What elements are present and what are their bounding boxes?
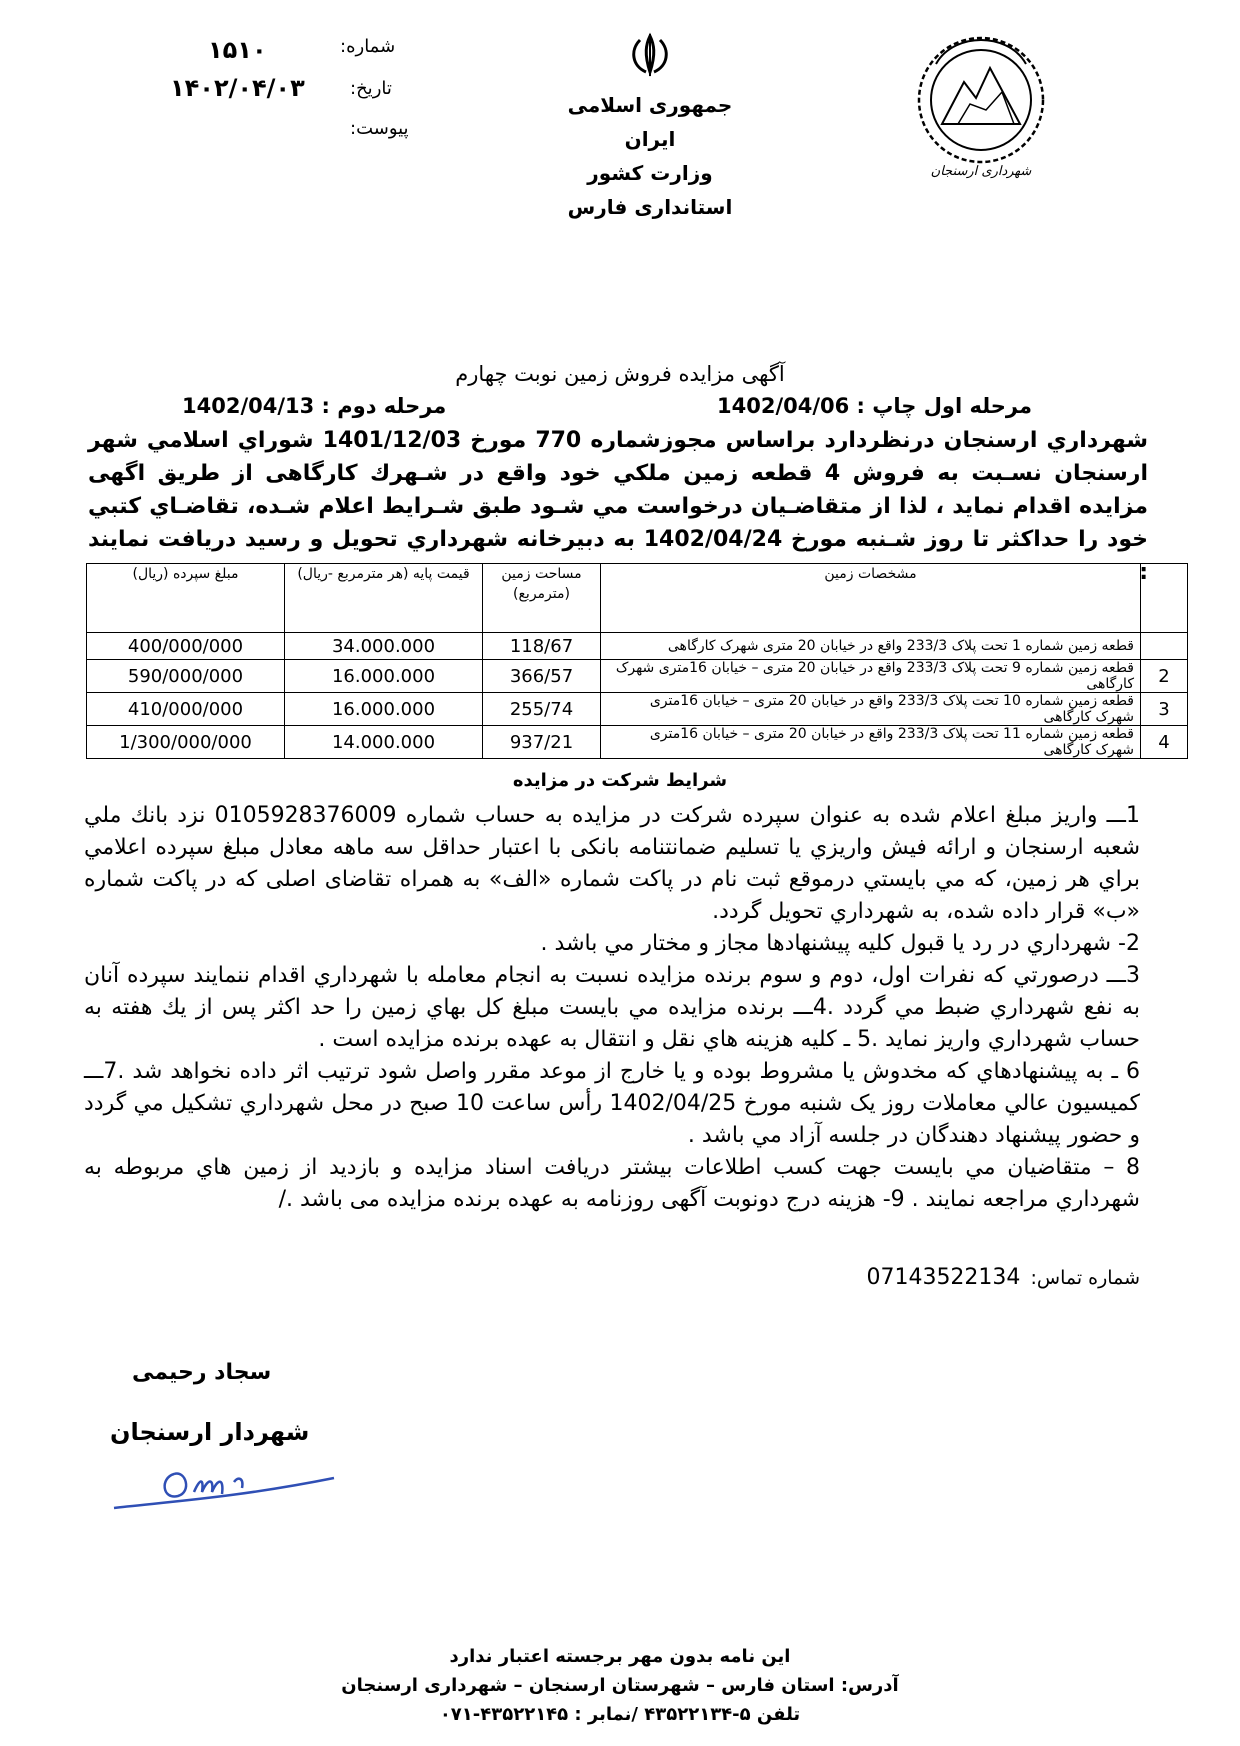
table-row	[87, 693, 1188, 726]
condition-8: 8 – متقاضيان مي بايست جهت كسب اطلاعات بيشتر دريافت اسناد مزايده و بازديد از زمين هاي مربوطه به شهرداري مراجعه نمايند . 9- هزینه درج دونوبت آگهی روزنامه به عهده برنده مزایده می باشد ./	[84, 1155, 1140, 1212]
row-index: 3	[1141, 693, 1188, 726]
handwritten-signature	[104, 1448, 344, 1528]
index-header	[1141, 564, 1188, 633]
signer-name: سجاد رحيمى	[132, 1360, 272, 1385]
deposit-header: مبلغ سپرده (ریال)	[87, 564, 285, 633]
number-label: شماره:	[340, 36, 396, 57]
row-price: 16.000.000	[285, 660, 483, 693]
row-area: 366/57	[483, 660, 601, 693]
number-value: ۱۵۱۰	[208, 36, 267, 64]
attachment-label: پیوست:	[350, 118, 409, 139]
date-value: ۱۴۰۲/۰۴/۰۳	[170, 74, 305, 102]
phone-number: 07143522134	[866, 1265, 1021, 1290]
row-spec: قطعه زمین شماره 11 تحت پلاک 233/3 واقع در خیابان 20 متری – خیابان 16متری شهرک کارگاهی	[601, 726, 1141, 759]
row-deposit: 400/000/000	[87, 633, 285, 660]
condition-1: 1ـــ واريز مبلغ اعلام شده به عنوان سپرده شركت در مزايده به حساب شماره 0105928376009 نزد بانك ملي شعبه ارسنجان و ارائه فيش واريزي يا تسليم ضمانتنامه بانكی با اعتبار حداقل سه ماهه معادل مبلغ سپرده اعلامي براي هر زمين، كه مي بايستي درموقع ثبت نام در پاكت شماره «الف» به همراه تقاضای اصلی كه در پاكت شماره «ب» قرار داده شده، به شهرداري تحويل گردد.	[84, 803, 1140, 924]
gov-header	[560, 88, 740, 224]
table-row	[87, 660, 1188, 693]
table-header-row	[87, 564, 1188, 633]
stage-two-date: مرحله دوم : 1402/04/13	[182, 394, 447, 418]
row-deposit: 410/000/000	[87, 693, 285, 726]
row-index	[1141, 633, 1188, 660]
condition-6: 6 ـ به پيشنهادهاي كه مخدوش يا مشروط بوده و يا خارج از موعد مقرر واصل شود ترتيب اثر داده نخواهد شد .7ـــ كميسيون عالي معاملات روز یک شنبه مورخ 1402/04/25 رأس ساعت 10 صبح در محل شهرداري تشكيل مي گردد و حضور پيشنهاد دهندگان در جلسه آزاد مي باشد .	[84, 1059, 1141, 1148]
date-label: تاریخ:	[350, 78, 392, 99]
row-price: 34.000.000	[285, 633, 483, 660]
table-row	[87, 633, 1188, 660]
row-index: 2	[1141, 660, 1188, 693]
gov-line-country: جمهوری اسلامی ایران	[567, 93, 733, 151]
footer-phones: تلفن ۵-۴۳۵۲۲۱۳۴ /نمابر : ۴۳۵۲۲۱۴۵-۰۷۱	[439, 1704, 801, 1725]
municipality-logo	[906, 28, 1056, 186]
row-deposit: 1/300/000/000	[87, 726, 285, 759]
condition-2: 2- شهرداري در رد يا قبول كليه پيشنهادها مجاز و مختار مي باشد .	[540, 931, 1140, 956]
page-title: آگهی مزایده فروش زمین نوبت چهارم	[455, 362, 785, 386]
condition-3: 3ـــ درصورتي كه نفرات اول، دوم و سوم برنده مزايده نسبت به انجام معامله با شهرداري اقدام ننمايند سپرده آنان به نفع شهرداري ضبط مي گردد .4ـــ برنده مزايده مي بايست مبلغ كل بهاي زمين را حد اكثر پس از يك هفته به حساب شهرداري واريز نمايد .5 ـ كليه هزينه هاي نقل و انتقال به عهده برنده مزايده است .	[84, 963, 1140, 1052]
contact-line	[866, 1266, 1140, 1290]
row-spec: قطعه زمین شماره 9 تحت پلاک 233/3 واقع در خیابان 20 متری – خیابان 16متری شهرک کارگاهی	[601, 660, 1141, 693]
land-table	[86, 563, 1188, 759]
price-header: قیمت پایه (هر مترمربع -ریال)	[285, 564, 483, 633]
gov-line-ministry: وزارت کشور	[587, 161, 713, 185]
signer-title: شهردار ارسنجان	[110, 1418, 310, 1446]
footer-address: آدرس: استان فارس – شهرستان ارسنجان – شهرداری ارسنجان	[341, 1675, 899, 1696]
row-price: 16.000.000	[285, 693, 483, 726]
row-index: 4	[1141, 726, 1188, 759]
row-price: 14.000.000	[285, 726, 483, 759]
footer	[300, 1642, 940, 1729]
iran-emblem-icon	[626, 32, 674, 78]
row-spec: قطعه زمین شماره 10 تحت پلاک 233/3 واقع در خیابان 20 متری – خیابان 16متری شهرک کارگاهی	[601, 693, 1141, 726]
row-area: 255/74	[483, 693, 601, 726]
logo-caption: شهرداری ارسنجان	[930, 164, 1032, 179]
gov-line-province: استانداری فارس	[567, 195, 733, 219]
area-header: مساحت زمین (مترمربع)	[483, 564, 601, 633]
stage-one-date: مرحله اول چاپ : 1402/04/06	[717, 394, 1032, 418]
spec-header: مشخصات زمین	[601, 564, 1141, 633]
row-deposit: 590/000/000	[87, 660, 285, 693]
phone-label: شماره تماس:	[1030, 1267, 1140, 1289]
row-spec: قطعه زمین شماره 1 تحت پلاک 233/3 واقع در خیابان 20 متری شهرک کارگاهی	[601, 633, 1141, 660]
footer-notice: اين نامه بدون مهر برجسته اعتبار ندارد	[449, 1646, 791, 1667]
conditions-body	[84, 800, 1140, 1216]
lead-paragraph: شهرداري ارسنجان درنظردارد براساس مجوزشماره 770 مورخ 1401/12/03 شوراي اسلامي شهر ارسنجان نسـبت به فروش 4 قطعه زمين ملكي خود واقع در شـهرك كارگاهی از طریق اگهی مزايده اقدام نمايد ، لذا از متقاضـيان درخواست مي شـود طبق شـرايط اعلام شـده، تقاضـاي كتبي خود را حداكثر تا روز شـنبه مورخ 1402/04/24 به دبيرخانه شهرداري تحويل و رسيد دريافت نمايند :	[88, 428, 1148, 585]
row-area: 118/67	[483, 633, 601, 660]
conditions-title: شرایط شرکت در مزایده	[512, 770, 728, 791]
table-row	[87, 726, 1188, 759]
row-area: 937/21	[483, 726, 601, 759]
